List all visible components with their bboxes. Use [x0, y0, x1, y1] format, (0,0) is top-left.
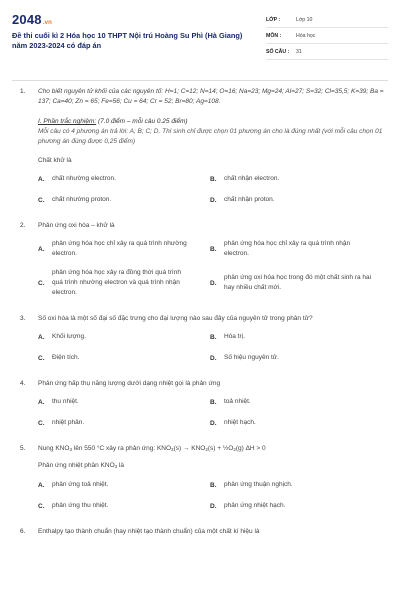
- option-letter: B.: [210, 175, 217, 183]
- option-a[interactable]: [38, 332, 210, 342]
- option-letter: A.: [38, 245, 45, 253]
- option-letter: D.: [210, 419, 217, 427]
- option-letter: C.: [38, 354, 45, 362]
- option-d[interactable]: [210, 353, 382, 363]
- option-text: phản ứng oxi hóa học trong đó một chất sinh ra hai hay nhiều chất mới.: [224, 274, 372, 291]
- option-letter: A.: [38, 481, 45, 489]
- site-logo[interactable]: [12, 12, 52, 27]
- option-letter: D.: [210, 279, 217, 287]
- spacer: [12, 363, 388, 375]
- logo-main: 2048: [12, 12, 42, 27]
- text-part: (s) → KNO: [173, 445, 206, 452]
- option-d[interactable]: [210, 418, 382, 428]
- section-heading: I. Phần trắc nghiệm:: [38, 118, 97, 125]
- page-header: [12, 12, 388, 78]
- option-text: chất nhường electron.: [52, 175, 116, 182]
- question-number: 6.: [20, 528, 26, 535]
- option-text: Khối lượng.: [52, 333, 86, 340]
- question-1: [12, 87, 388, 107]
- option-c[interactable]: [38, 501, 210, 511]
- subscript: 3: [171, 447, 174, 452]
- option-text: Điện tích.: [52, 354, 80, 361]
- options-grid: [38, 174, 388, 205]
- meta-row-count: [266, 44, 388, 60]
- option-letter: A.: [38, 333, 45, 341]
- spacer: [12, 298, 388, 310]
- question-6: [12, 527, 388, 537]
- spacer: [12, 511, 388, 523]
- question-number: 1.: [20, 88, 26, 95]
- option-text: phản ứng nhiệt hạch.: [224, 502, 286, 509]
- option-letter: B.: [210, 333, 217, 341]
- option-text: phản ứng hóa học chỉ xảy ra quá trình nhận electron.: [224, 240, 351, 257]
- option-text: chất nhường proton.: [52, 196, 112, 203]
- option-b[interactable]: [210, 397, 382, 407]
- meta-key: SỐ CÂU :: [266, 48, 290, 55]
- exam-content: [12, 83, 388, 537]
- option-letter: B.: [210, 398, 217, 406]
- question-number: 3.: [20, 315, 26, 322]
- meta-value: 31: [296, 48, 302, 55]
- option-a[interactable]: [38, 480, 210, 490]
- question-text: Phản ứng hấp thụ năng lượng dưới dạng nhiệt gọi là phản ứng: [38, 380, 221, 387]
- option-b[interactable]: [210, 332, 382, 342]
- text-part: lên 550 °C xảy ra phản ứng: KNO: [71, 445, 172, 452]
- option-c[interactable]: [38, 418, 210, 428]
- section-note: Mỗi câu có 4 phương án trả lời: A; B; C; D. Thí sinh chỉ được chọn 01 phương án cho là đúng nhất (với mỗi câu chọn 01 phương án đúng được 0,25 điểm): [38, 128, 383, 145]
- question-text: [38, 444, 388, 455]
- option-text: Hóa trị.: [224, 333, 245, 340]
- logo-sub: .vn: [42, 20, 53, 26]
- question-number: 4.: [20, 380, 26, 387]
- option-letter: A.: [38, 175, 45, 183]
- option-text: chất nhận proton.: [224, 196, 275, 203]
- section-points: (7.0 điểm – mỗi câu 0.25 điểm): [96, 118, 188, 125]
- question-5: [12, 444, 388, 455]
- section-multiple-choice: [38, 117, 388, 147]
- text-part: (g) ΔH > 0: [235, 445, 266, 452]
- question-4: [12, 379, 388, 389]
- question-2: [12, 221, 388, 231]
- option-letter: A.: [38, 398, 45, 406]
- text-part: là: [117, 462, 125, 469]
- options-grid: [38, 480, 388, 511]
- subscript: 2: [205, 447, 208, 452]
- option-letter: B.: [210, 245, 217, 253]
- option-text: phản ứng hóa học chỉ xảy ra quá trình nhường electron.: [52, 240, 187, 257]
- option-d[interactable]: [210, 501, 382, 511]
- section-title: [38, 117, 388, 127]
- text-part: (s) + ½O: [207, 445, 234, 452]
- exam-meta: [266, 12, 388, 60]
- meta-row-subject: [266, 28, 388, 44]
- meta-row-class: [266, 12, 388, 28]
- option-letter: D.: [210, 354, 217, 362]
- option-text: phản ứng hóa học xảy ra đồng thời quá trình quá trình nhường electron và quá trình nhận electron.: [52, 269, 181, 296]
- option-d[interactable]: [210, 195, 382, 205]
- option-text: toả nhiệt.: [224, 398, 251, 405]
- meta-value: Hóa học: [296, 32, 316, 39]
- option-b[interactable]: [210, 174, 382, 184]
- question-lead: [38, 461, 388, 472]
- option-c[interactable]: [38, 268, 210, 298]
- option-a[interactable]: [38, 239, 210, 259]
- question-text: Enthalpy tạo thành chuẩn (hay nhiệt tạo thành chuẩn) của một chất kí hiệu là: [38, 528, 260, 535]
- option-a[interactable]: [38, 174, 210, 184]
- option-text: phản ứng toả nhiệt.: [52, 481, 109, 488]
- text-part: Phản ứng nhiệt phân KNO: [38, 462, 115, 469]
- option-letter: C.: [38, 502, 45, 510]
- header-divider: [12, 80, 388, 81]
- option-letter: D.: [210, 502, 217, 510]
- meta-key: MÔN :: [266, 32, 282, 39]
- option-text: chất nhận electron.: [224, 175, 280, 182]
- options-grid: [38, 332, 388, 363]
- option-d[interactable]: [210, 268, 382, 298]
- option-letter: C.: [38, 279, 45, 287]
- meta-key: LỚP :: [266, 16, 281, 23]
- spacer: [12, 205, 388, 217]
- question-text: Phản ứng oxi hóa – khử là: [38, 222, 115, 229]
- spacer: [12, 428, 388, 440]
- option-b[interactable]: [210, 239, 382, 259]
- option-text: thu nhiệt.: [52, 398, 79, 405]
- option-text: phản ứng thu nhiệt.: [52, 502, 109, 509]
- option-b[interactable]: [210, 480, 382, 490]
- option-c[interactable]: [38, 353, 210, 363]
- question-number: 2.: [20, 222, 26, 229]
- text-part: Nung KNO: [38, 445, 70, 452]
- option-text: phản ứng thuận nghịch.: [224, 481, 293, 488]
- question-text: Số oxi hóa là một số đại số đặc trưng cho đại lượng nào sau đây của nguyên tử trong phân tử?: [38, 315, 313, 322]
- options-grid: [38, 239, 388, 298]
- option-letter: C.: [38, 419, 45, 427]
- exam-title: Đề thi cuối kì 2 Hóa học 10 THPT Nội trú Hoàng Su Phì (Hà Giang) năm 2023-2024 có đáp án: [12, 31, 243, 50]
- option-text: nhiệt phân.: [52, 419, 85, 426]
- option-text: Số hiệu nguyên tử.: [224, 354, 279, 361]
- question-text: Cho biết nguyên tử khối của các nguyên tố: H=1; C=12; N=14; O=16; Na=23; Mg=24; Al=27; S=32; Cl=35,5; K=39; Ba = 137; Ca=40; Zn = 65; Fe=56; Cu = 64; Cr = 52; Br=80; Ag=108.: [38, 88, 384, 105]
- question-lead: Chất khử là: [38, 157, 72, 164]
- option-c[interactable]: [38, 195, 210, 205]
- subscript: 2: [233, 447, 236, 452]
- option-letter: C.: [38, 196, 45, 204]
- question-number: 5.: [20, 445, 26, 452]
- option-letter: B.: [210, 481, 217, 489]
- option-text: nhiệt hạch.: [224, 419, 256, 426]
- meta-value: Lớp 10: [296, 16, 313, 23]
- question-3: [12, 314, 388, 324]
- option-letter: D.: [210, 196, 217, 204]
- subscript: 3: [69, 447, 72, 452]
- option-a[interactable]: [38, 397, 210, 407]
- options-grid: [38, 397, 388, 428]
- subscript: 3: [114, 464, 118, 469]
